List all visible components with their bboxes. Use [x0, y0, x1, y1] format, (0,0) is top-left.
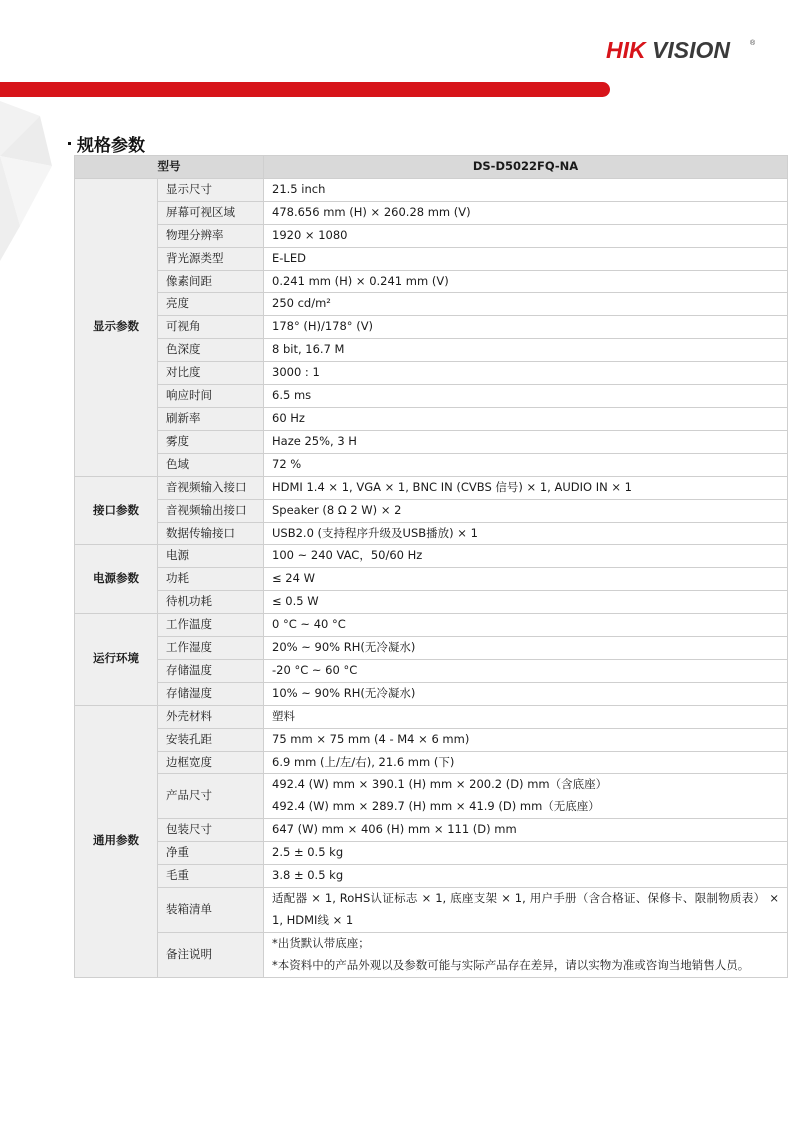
param-name: 音视频输出接口	[158, 499, 264, 522]
param-value-line: USB2.0 (支持程序升级及USB播放) × 1	[272, 525, 478, 540]
param-value	[264, 270, 788, 293]
table-header-row	[75, 156, 788, 179]
param-value	[264, 178, 788, 201]
param-name: 工作湿度	[158, 637, 264, 660]
hikvision-logo	[606, 33, 758, 65]
table-row	[75, 453, 788, 476]
table-row	[75, 705, 788, 728]
param-name: 刷新率	[158, 407, 264, 430]
param-value	[264, 339, 788, 362]
param-value	[264, 247, 788, 270]
param-value	[264, 499, 788, 522]
param-value	[264, 522, 788, 545]
param-name: 响应时间	[158, 385, 264, 408]
param-value	[264, 430, 788, 453]
param-value-line: 6.9 mm (上/左/右), 21.6 mm (下)	[272, 754, 455, 769]
param-value-line: 60 Hz	[272, 410, 305, 425]
param-name: 屏幕可视区域	[158, 201, 264, 224]
table-row	[75, 362, 788, 385]
param-value-line: 21.5 inch	[272, 181, 326, 196]
param-value	[264, 316, 788, 339]
param-name: 电源	[158, 545, 264, 568]
param-value-line: ≤ 24 W	[272, 571, 315, 586]
decorative-facets	[0, 96, 70, 266]
param-value-line: 3.8 ± 0.5 kg	[272, 868, 344, 883]
bullet-icon	[68, 142, 71, 145]
param-name: 安装孔距	[158, 728, 264, 751]
table-row	[75, 545, 788, 568]
table-row	[75, 476, 788, 499]
param-value	[264, 774, 788, 819]
param-value-line: 492.4 (W) mm × 390.1 (H) mm × 200.2 (D) mm（含底座）	[272, 777, 608, 792]
param-name: 可视角	[158, 316, 264, 339]
param-value	[264, 568, 788, 591]
table-row	[75, 339, 788, 362]
param-name: 像素间距	[158, 270, 264, 293]
param-value-line: HDMI 1.4 × 1, VGA × 1, BNC IN (CVBS 信号) × 1, AUDIO IN × 1	[272, 479, 632, 494]
param-value-line: 72 %	[272, 456, 302, 471]
param-value-line: 100 ~ 240 VAC，50/60 Hz	[272, 548, 423, 563]
param-value-line: 10% ~ 90% RH(无冷凝水)	[272, 685, 416, 700]
table-row	[75, 591, 788, 614]
param-value	[264, 705, 788, 728]
param-value-line: ≤ 0.5 W	[272, 594, 319, 609]
param-value-line: 250 cd/m²	[272, 296, 331, 311]
param-value	[264, 637, 788, 660]
param-name: 存储温度	[158, 659, 264, 682]
param-name: 工作温度	[158, 614, 264, 637]
param-value	[264, 201, 788, 224]
param-name: 数据传输接口	[158, 522, 264, 545]
param-name: 音视频输入接口	[158, 476, 264, 499]
param-value	[264, 865, 788, 888]
param-value	[264, 614, 788, 637]
table-row	[75, 728, 788, 751]
table-row	[75, 842, 788, 865]
param-value	[264, 682, 788, 705]
table-row	[75, 178, 788, 201]
param-name: 功耗	[158, 568, 264, 591]
param-name: 净重	[158, 842, 264, 865]
param-value	[264, 728, 788, 751]
param-value-line: 1920 × 1080	[272, 227, 348, 242]
param-name: 对比度	[158, 362, 264, 385]
param-name: 雾度	[158, 430, 264, 453]
param-value-line: *本资料中的产品外观以及参数可能与实际产品存在差异，请以实物为准或咨询当地销售人员。	[272, 957, 750, 972]
param-name: 边框宽度	[158, 751, 264, 774]
table-row	[75, 774, 788, 819]
svg-text:®: ®	[750, 40, 756, 47]
table-row	[75, 637, 788, 660]
table-row	[75, 751, 788, 774]
table-row	[75, 247, 788, 270]
param-value	[264, 659, 788, 682]
param-name: 背光源类型	[158, 247, 264, 270]
param-value	[264, 385, 788, 408]
param-value-line: E-LED	[272, 250, 306, 265]
table-row	[75, 865, 788, 888]
param-name: 备注说明	[158, 932, 264, 977]
svg-text:HIK: HIK	[606, 37, 646, 63]
param-value	[264, 591, 788, 614]
param-value-line: 178° (H)/178° (V)	[272, 319, 374, 334]
svg-text:VISION: VISION	[652, 37, 730, 63]
param-value-line: 1, HDMI线 × 1	[272, 912, 354, 927]
model-label: 型号	[75, 156, 264, 179]
param-value	[264, 453, 788, 476]
param-value	[264, 545, 788, 568]
param-value	[264, 932, 788, 977]
table-row	[75, 385, 788, 408]
table-row	[75, 932, 788, 977]
table-row	[75, 522, 788, 545]
table-row	[75, 499, 788, 522]
param-value	[264, 362, 788, 385]
param-value-line: -20 °C ~ 60 °C	[272, 662, 358, 677]
table-row	[75, 568, 788, 591]
header-red-bar	[0, 82, 610, 97]
param-name: 色域	[158, 453, 264, 476]
param-value-line: 适配器 × 1, RoHS认证标志 × 1, 底座支架 × 1, 用户手册（含合格证、保修卡、限制物质表） ×	[272, 891, 779, 905]
category-cell: 电源参数	[75, 545, 158, 614]
category-cell: 通用参数	[75, 705, 158, 977]
param-value-line: Haze 25%, 3 H	[272, 433, 357, 448]
category-cell: 运行环境	[75, 614, 158, 706]
param-value-line: 6.5 ms	[272, 388, 312, 403]
param-value-line: 647 (W) mm × 406 (H) mm × 111 (D) mm	[272, 822, 517, 837]
param-value	[264, 407, 788, 430]
param-name: 包装尺寸	[158, 819, 264, 842]
param-name: 产品尺寸	[158, 774, 264, 819]
param-value-line: 8 bit, 16.7 M	[272, 342, 345, 357]
param-value-line: 492.4 (W) mm × 289.7 (H) mm × 41.9 (D) mm（无底座）	[272, 799, 600, 814]
param-value	[264, 293, 788, 316]
table-row	[75, 293, 788, 316]
table-row	[75, 201, 788, 224]
section-title-text: 规格参数	[77, 136, 145, 156]
param-value-line: 0 °C ~ 40 °C	[272, 617, 346, 632]
param-value	[264, 842, 788, 865]
param-value-line: 3000 : 1	[272, 365, 320, 380]
param-value	[264, 476, 788, 499]
table-row	[75, 224, 788, 247]
param-value	[264, 819, 788, 842]
table-row	[75, 407, 788, 430]
table-row	[75, 888, 788, 933]
param-name: 待机功耗	[158, 591, 264, 614]
param-name: 色深度	[158, 339, 264, 362]
param-value-line: 20% ~ 90% RH(无冷凝水)	[272, 640, 416, 655]
param-value-line: 2.5 ± 0.5 kg	[272, 845, 344, 860]
param-name: 显示尺寸	[158, 178, 264, 201]
param-value-line: 0.241 mm (H) × 0.241 mm (V)	[272, 273, 449, 288]
param-value-line: *出货默认带底座；	[272, 935, 370, 950]
param-value-line: 478.656 mm (H) × 260.28 mm (V)	[272, 204, 471, 219]
category-cell: 显示参数	[75, 178, 158, 476]
param-value-line: Speaker (8 Ω 2 W) × 2	[272, 502, 402, 517]
param-name: 物理分辨率	[158, 224, 264, 247]
table-row	[75, 430, 788, 453]
param-value-line: 75 mm × 75 mm (4 - M4 × 6 mm)	[272, 731, 470, 746]
table-row	[75, 316, 788, 339]
param-name: 外壳材料	[158, 705, 264, 728]
param-value-line: 塑料	[272, 708, 295, 723]
spec-table	[74, 155, 788, 978]
param-name: 毛重	[158, 865, 264, 888]
param-name: 亮度	[158, 293, 264, 316]
model-value: DS-D5022FQ-NA	[264, 156, 788, 179]
table-row	[75, 659, 788, 682]
param-value	[264, 888, 788, 933]
table-row	[75, 614, 788, 637]
table-row	[75, 819, 788, 842]
section-title	[68, 131, 145, 156]
param-name: 装箱清单	[158, 888, 264, 933]
param-name: 存储湿度	[158, 682, 264, 705]
param-value	[264, 224, 788, 247]
category-cell: 接口参数	[75, 476, 158, 545]
param-value	[264, 751, 788, 774]
table-row	[75, 682, 788, 705]
table-row	[75, 270, 788, 293]
